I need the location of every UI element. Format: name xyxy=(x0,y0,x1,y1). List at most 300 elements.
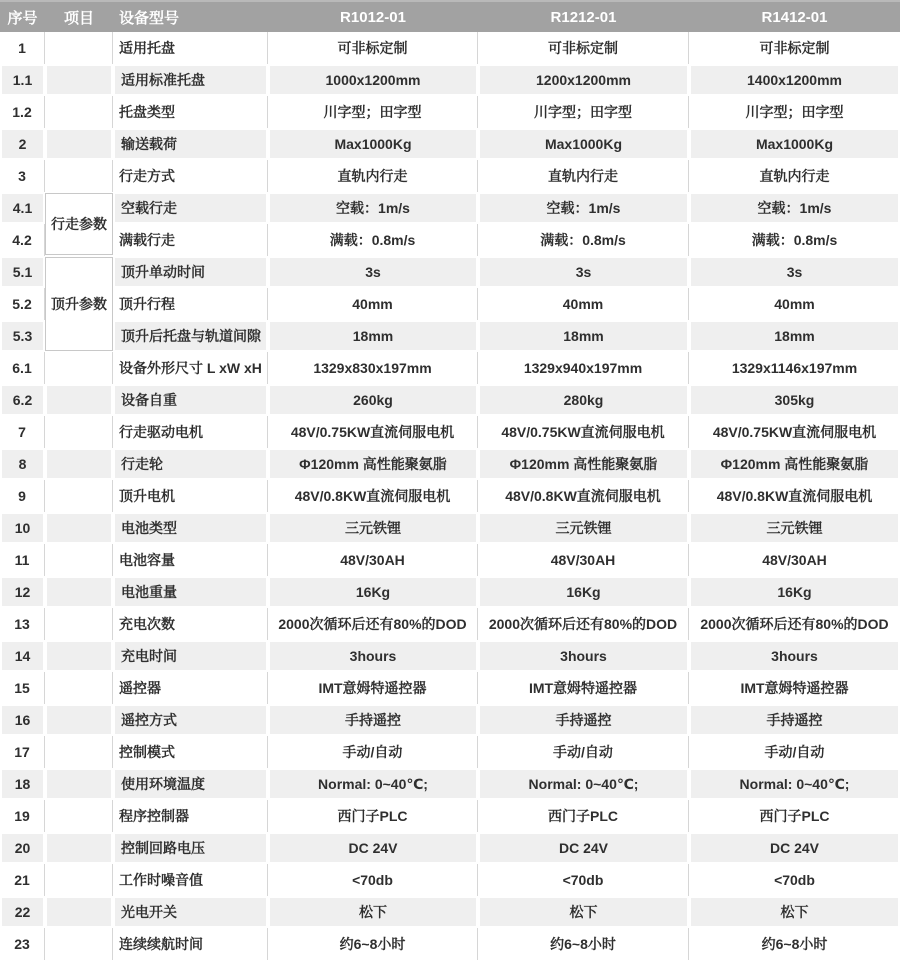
cell-serial-text: 5.3 xyxy=(2,322,43,350)
cell-project-empty xyxy=(45,672,113,704)
cell-value-text: <70db xyxy=(774,872,815,888)
cell-project-empty xyxy=(45,576,113,608)
cell-value xyxy=(478,160,689,192)
cell-value xyxy=(268,640,478,672)
cell-item xyxy=(113,480,268,512)
cell-serial xyxy=(0,480,45,512)
cell-value-text: 可非标定制 xyxy=(548,40,618,56)
cell-value-text: 约6~8小时 xyxy=(550,936,616,952)
cell-value xyxy=(689,256,900,288)
cell-serial-text: 21 xyxy=(14,872,30,888)
cell-project-empty-text xyxy=(47,130,111,158)
cell-project-empty xyxy=(45,448,113,480)
cell-project-empty-text xyxy=(47,898,111,926)
cell-value-text: 40mm xyxy=(562,296,604,312)
cell-value-text: 满载：0.8m/s xyxy=(751,232,838,248)
cell-value-text: 1329x940x197mm xyxy=(523,360,643,376)
cell-serial xyxy=(0,32,45,64)
cell-item xyxy=(113,256,268,288)
cell-item xyxy=(113,96,268,128)
cell-value-text: 手动/自动 xyxy=(342,744,403,760)
cell-value xyxy=(478,576,689,608)
cell-value xyxy=(478,352,689,384)
cell-item-text: 满载行走 xyxy=(119,232,175,248)
cell-item-text: 顶升行程 xyxy=(119,296,175,312)
cell-value xyxy=(478,64,689,96)
cell-group-label-text: 行走参数 xyxy=(45,193,113,255)
cell-item-text: 设备外形尺寸 L xW xH xyxy=(119,360,262,376)
cell-item-text: 行走方式 xyxy=(119,168,175,184)
cell-value-text: 直轨内行走 xyxy=(548,168,618,184)
cell-item xyxy=(113,832,268,864)
cell-item-text: 光电开关 xyxy=(115,898,266,926)
header-model-r1012 xyxy=(268,0,478,32)
cell-serial xyxy=(0,288,45,320)
cell-value-text: 1000x1200mm xyxy=(270,66,476,94)
cell-value-text: IMT意姆特遥控器 xyxy=(528,680,638,696)
cell-serial xyxy=(0,256,45,288)
cell-value-text: 空载：1m/s xyxy=(270,194,476,222)
cell-value xyxy=(478,832,689,864)
cell-value xyxy=(689,672,900,704)
cell-serial-text: 18 xyxy=(2,770,43,798)
cell-serial-text: 5.1 xyxy=(2,258,43,286)
cell-serial-text: 9 xyxy=(18,488,26,504)
cell-item xyxy=(113,64,268,96)
cell-value xyxy=(478,864,689,896)
cell-project-empty xyxy=(45,160,113,192)
cell-serial-text: 1.2 xyxy=(12,104,32,120)
cell-item-text: 空载行走 xyxy=(115,194,266,222)
cell-value xyxy=(268,480,478,512)
cell-value-text: 手持遥控 xyxy=(480,706,687,734)
cell-project-empty-text xyxy=(45,736,112,768)
cell-serial xyxy=(0,672,45,704)
cell-project-empty-text xyxy=(45,160,112,192)
header-model-r1012-text: R1012-01 xyxy=(340,8,406,26)
cell-value xyxy=(478,480,689,512)
cell-value-text: 3hours xyxy=(270,642,476,670)
cell-serial xyxy=(0,96,45,128)
cell-group-label xyxy=(45,256,113,352)
cell-value-text: 1400x1200mm xyxy=(691,66,898,94)
cell-serial-text: 8 xyxy=(2,450,43,478)
cell-value xyxy=(689,416,900,448)
cell-serial xyxy=(0,384,45,416)
cell-serial xyxy=(0,320,45,352)
cell-project-empty-text xyxy=(45,352,112,384)
cell-project-empty xyxy=(45,128,113,160)
cell-value xyxy=(268,576,478,608)
cell-value-text: 48V/0.75KW直流伺服电机 xyxy=(290,424,455,440)
cell-serial-text: 7 xyxy=(18,424,26,440)
cell-value xyxy=(268,192,478,224)
cell-value-text: 40mm xyxy=(774,296,815,312)
cell-item xyxy=(113,32,268,64)
header-serial-text: 序号 xyxy=(7,9,38,27)
cell-value xyxy=(268,32,478,64)
cell-item-text: 充电时间 xyxy=(115,642,266,670)
cell-serial xyxy=(0,544,45,576)
cell-serial xyxy=(0,896,45,928)
cell-serial-text: 14 xyxy=(2,642,43,670)
cell-value xyxy=(478,896,689,928)
cell-serial-text: 4.1 xyxy=(2,194,43,222)
cell-value-text: 48V/30AH xyxy=(550,552,616,568)
cell-project-empty-text xyxy=(45,96,112,128)
cell-value xyxy=(268,832,478,864)
cell-serial xyxy=(0,704,45,736)
cell-value-text: 川字型；田字型 xyxy=(745,104,844,120)
cell-value xyxy=(268,736,478,768)
cell-value-text: 260kg xyxy=(270,386,476,414)
cell-item-text: 顶升单动时间 xyxy=(115,258,266,286)
cell-item xyxy=(113,448,268,480)
cell-item xyxy=(113,544,268,576)
header-item xyxy=(113,0,268,32)
cell-project-empty xyxy=(45,384,113,416)
cell-value-text: 305kg xyxy=(691,386,898,414)
cell-value-text: DC 24V xyxy=(480,834,687,862)
cell-value xyxy=(689,384,900,416)
cell-value-text: 空载：1m/s xyxy=(480,194,687,222)
cell-item-text: 控制回路电压 xyxy=(115,834,266,862)
cell-value xyxy=(478,384,689,416)
cell-value xyxy=(268,608,478,640)
cell-item-text: 电池类型 xyxy=(115,514,266,542)
cell-value-text: Max1000Kg xyxy=(691,130,898,158)
cell-project-empty-text xyxy=(45,480,112,512)
cell-value-text: 可非标定制 xyxy=(759,40,830,56)
cell-value-text: Normal: 0~40℃; xyxy=(691,770,898,798)
cell-value xyxy=(268,128,478,160)
cell-value xyxy=(478,224,689,256)
cell-project-empty xyxy=(45,800,113,832)
cell-serial-text: 4.2 xyxy=(12,232,32,248)
cell-project-empty xyxy=(45,608,113,640)
cell-project-empty-text xyxy=(47,578,111,606)
cell-project-empty-text xyxy=(45,800,112,832)
cell-item-text: 行走轮 xyxy=(115,450,266,478)
cell-serial-text: 1 xyxy=(18,40,26,56)
cell-value-text: 48V/0.8KW直流伺服电机 xyxy=(505,488,661,504)
cell-value xyxy=(478,608,689,640)
cell-item-text: 控制模式 xyxy=(119,744,175,760)
cell-value-text: 280kg xyxy=(480,386,687,414)
cell-value xyxy=(268,448,478,480)
cell-value-text: 2000次循环后还有80%的DOD xyxy=(278,616,467,632)
cell-value-text: 18mm xyxy=(270,322,476,350)
cell-project-empty xyxy=(45,480,113,512)
cell-item xyxy=(113,640,268,672)
cell-item-text: 充电次数 xyxy=(119,616,175,632)
cell-value-text: 西门子PLC xyxy=(759,808,830,824)
cell-value xyxy=(268,800,478,832)
cell-value-text: 直轨内行走 xyxy=(337,168,408,184)
cell-value xyxy=(268,96,478,128)
cell-value-text: 1329x1146x197mm xyxy=(731,360,858,376)
cell-project-empty xyxy=(45,896,113,928)
cell-serial xyxy=(0,640,45,672)
cell-value xyxy=(478,416,689,448)
cell-value xyxy=(268,416,478,448)
cell-item xyxy=(113,352,268,384)
cell-serial-text: 1.1 xyxy=(2,66,43,94)
cell-item xyxy=(113,512,268,544)
cell-value-text: Φ120mm 高性能聚氨脂 xyxy=(480,450,687,478)
cell-value-text: 16Kg xyxy=(480,578,687,606)
cell-value xyxy=(478,32,689,64)
cell-item-text: 适用标准托盘 xyxy=(115,66,266,94)
cell-item xyxy=(113,608,268,640)
cell-item xyxy=(113,160,268,192)
cell-value xyxy=(268,224,478,256)
cell-project-empty xyxy=(45,352,113,384)
cell-value-text: <70db xyxy=(562,872,604,888)
cell-serial-text: 3 xyxy=(18,168,26,184)
cell-value-text: 西门子PLC xyxy=(548,808,618,824)
cell-value-text: 48V/0.8KW直流伺服电机 xyxy=(294,488,451,504)
cell-project-empty-text xyxy=(47,642,111,670)
cell-project-empty-text xyxy=(45,864,112,896)
cell-item xyxy=(113,224,268,256)
header-item-text: 设备型号 xyxy=(119,9,180,27)
cell-value xyxy=(478,736,689,768)
cell-group-label xyxy=(45,192,113,256)
cell-project-empty-text xyxy=(47,706,111,734)
cell-value-text: 西门子PLC xyxy=(337,808,408,824)
cell-group-label-text: 顶升参数 xyxy=(45,257,113,351)
cell-item-text: 输送载荷 xyxy=(115,130,266,158)
cell-value-text: Φ120mm 高性能聚氨脂 xyxy=(691,450,898,478)
cell-value xyxy=(689,128,900,160)
cell-value-text: 1200x1200mm xyxy=(480,66,687,94)
cell-item xyxy=(113,896,268,928)
cell-project-empty xyxy=(45,928,113,960)
cell-serial xyxy=(0,352,45,384)
cell-serial xyxy=(0,128,45,160)
cell-project-empty xyxy=(45,544,113,576)
cell-project-empty-text xyxy=(47,514,111,542)
cell-value xyxy=(689,192,900,224)
cell-serial xyxy=(0,416,45,448)
cell-value-text: 3s xyxy=(480,258,687,286)
cell-value xyxy=(478,96,689,128)
cell-value-text: 2000次循环后还有80%的DOD xyxy=(488,616,678,632)
cell-value-text: 48V/0.75KW直流伺服电机 xyxy=(501,424,665,440)
cell-value-text: 48V/0.75KW直流伺服电机 xyxy=(712,424,877,440)
cell-item xyxy=(113,704,268,736)
cell-serial xyxy=(0,64,45,96)
cell-value xyxy=(689,864,900,896)
cell-value xyxy=(689,288,900,320)
cell-serial-text: 23 xyxy=(14,936,30,952)
cell-item-text: 遥控器 xyxy=(119,680,161,696)
cell-serial-text: 5.2 xyxy=(12,296,32,312)
cell-value-text: 满载：0.8m/s xyxy=(329,232,416,248)
cell-value-text: 18mm xyxy=(691,322,898,350)
cell-value xyxy=(478,256,689,288)
cell-item-text: 行走驱动电机 xyxy=(119,424,203,440)
cell-value xyxy=(268,896,478,928)
cell-value xyxy=(478,768,689,800)
cell-serial-text: 10 xyxy=(2,514,43,542)
cell-value xyxy=(478,288,689,320)
cell-value xyxy=(689,896,900,928)
cell-item xyxy=(113,672,268,704)
cell-serial xyxy=(0,832,45,864)
cell-value-text: 手持遥控 xyxy=(691,706,898,734)
cell-project-empty-text xyxy=(47,66,111,94)
cell-value-text: 48V/30AH xyxy=(340,552,405,568)
cell-value xyxy=(689,512,900,544)
cell-project-empty xyxy=(45,736,113,768)
cell-value-text: DC 24V xyxy=(691,834,898,862)
cell-value-text: 三元铁锂 xyxy=(270,514,476,542)
cell-value-text: 2000次循环后还有80%的DOD xyxy=(700,616,889,632)
cell-project-empty-text xyxy=(47,834,111,862)
cell-serial xyxy=(0,224,45,256)
cell-value-text: 3s xyxy=(691,258,898,286)
cell-project-empty-text xyxy=(45,928,112,960)
cell-project-empty-text xyxy=(45,608,112,640)
cell-serial xyxy=(0,512,45,544)
cell-value-text: 直轨内行走 xyxy=(759,168,830,184)
cell-serial xyxy=(0,768,45,800)
cell-project-empty xyxy=(45,704,113,736)
cell-value xyxy=(268,864,478,896)
cell-serial xyxy=(0,160,45,192)
cell-project-empty-text xyxy=(47,770,111,798)
cell-item-text: 工作时噪音值 xyxy=(119,872,203,888)
cell-project-empty xyxy=(45,32,113,64)
cell-item xyxy=(113,576,268,608)
cell-value-text: 16Kg xyxy=(691,578,898,606)
cell-value-text: 松下 xyxy=(480,898,687,926)
cell-value xyxy=(268,704,478,736)
cell-project-empty xyxy=(45,64,113,96)
cell-item xyxy=(113,192,268,224)
cell-serial-text: 17 xyxy=(14,744,30,760)
header-model-r1212-text: R1212-01 xyxy=(550,8,617,26)
cell-value-text: 约6~8小时 xyxy=(761,936,828,952)
header-model-r1412 xyxy=(689,0,900,32)
cell-value xyxy=(268,384,478,416)
cell-value-text: IMT意姆特遥控器 xyxy=(318,680,427,696)
cell-value-text: Max1000Kg xyxy=(480,130,687,158)
cell-value-text: 3s xyxy=(270,258,476,286)
cell-item xyxy=(113,800,268,832)
cell-value xyxy=(689,704,900,736)
cell-serial xyxy=(0,608,45,640)
cell-value xyxy=(689,480,900,512)
cell-value-text: 18mm xyxy=(480,322,687,350)
cell-item-text: 电池容量 xyxy=(119,552,175,568)
cell-value xyxy=(689,928,900,960)
header-serial xyxy=(0,0,45,32)
cell-value xyxy=(478,704,689,736)
cell-value-text: 3hours xyxy=(480,642,687,670)
cell-value xyxy=(268,160,478,192)
cell-value xyxy=(689,768,900,800)
cell-value xyxy=(689,576,900,608)
cell-value-text: 可非标定制 xyxy=(337,40,408,56)
cell-item xyxy=(113,736,268,768)
cell-value-text: 3hours xyxy=(691,642,898,670)
cell-serial-text: 11 xyxy=(14,552,30,568)
cell-value xyxy=(478,128,689,160)
cell-project-empty-text xyxy=(47,450,111,478)
cell-value-text: 约6~8小时 xyxy=(339,936,406,952)
cell-project-empty xyxy=(45,864,113,896)
cell-value xyxy=(689,32,900,64)
cell-project-empty xyxy=(45,832,113,864)
cell-value xyxy=(689,800,900,832)
cell-item xyxy=(113,928,268,960)
cell-item-text: 使用环境温度 xyxy=(115,770,266,798)
cell-value-text: Φ120mm 高性能聚氨脂 xyxy=(270,450,476,478)
cell-serial xyxy=(0,864,45,896)
cell-value xyxy=(478,192,689,224)
cell-value xyxy=(478,640,689,672)
cell-value xyxy=(268,768,478,800)
cell-value-text: 松下 xyxy=(691,898,898,926)
cell-project-empty xyxy=(45,768,113,800)
cell-value xyxy=(689,832,900,864)
cell-value-text: Max1000Kg xyxy=(270,130,476,158)
cell-value xyxy=(689,448,900,480)
cell-value xyxy=(478,448,689,480)
cell-value xyxy=(689,160,900,192)
cell-item xyxy=(113,416,268,448)
cell-value xyxy=(689,64,900,96)
cell-value-text: 手动/自动 xyxy=(553,744,613,760)
cell-value-text: 空载：1m/s xyxy=(691,194,898,222)
cell-item-text: 设备自重 xyxy=(115,386,266,414)
cell-item xyxy=(113,320,268,352)
cell-serial-text: 19 xyxy=(14,808,30,824)
cell-serial xyxy=(0,192,45,224)
cell-value-text: 满载：0.8m/s xyxy=(540,232,626,248)
header-project-text: 项目 xyxy=(63,9,94,27)
cell-value xyxy=(268,352,478,384)
cell-serial-text: 16 xyxy=(2,706,43,734)
cell-serial-text: 15 xyxy=(14,680,30,696)
cell-item xyxy=(113,768,268,800)
cell-value-text: 川字型；田字型 xyxy=(323,104,422,120)
cell-item-text: 程序控制器 xyxy=(119,808,189,824)
cell-serial-text: 12 xyxy=(2,578,43,606)
cell-item xyxy=(113,864,268,896)
cell-project-empty xyxy=(45,416,113,448)
cell-value-text: 松下 xyxy=(270,898,476,926)
cell-serial xyxy=(0,928,45,960)
cell-value xyxy=(268,928,478,960)
cell-value xyxy=(689,224,900,256)
cell-project-empty-text xyxy=(45,544,112,576)
cell-serial-text: 6.2 xyxy=(2,386,43,414)
cell-item-text: 连续续航时间 xyxy=(119,936,203,952)
cell-value-text: 1329x830x197mm xyxy=(313,360,432,376)
cell-value xyxy=(268,544,478,576)
cell-value-text: 48V/30AH xyxy=(762,552,827,568)
cell-value-text: 48V/0.8KW直流伺服电机 xyxy=(716,488,873,504)
cell-value-text: 手持遥控 xyxy=(270,706,476,734)
cell-item-text: 顶升后托盘与轨道间隙 xyxy=(115,322,266,350)
cell-value-text: 川字型；田字型 xyxy=(534,104,632,120)
cell-value-text: <70db xyxy=(352,872,393,888)
cell-item-text: 适用托盘 xyxy=(119,40,175,56)
